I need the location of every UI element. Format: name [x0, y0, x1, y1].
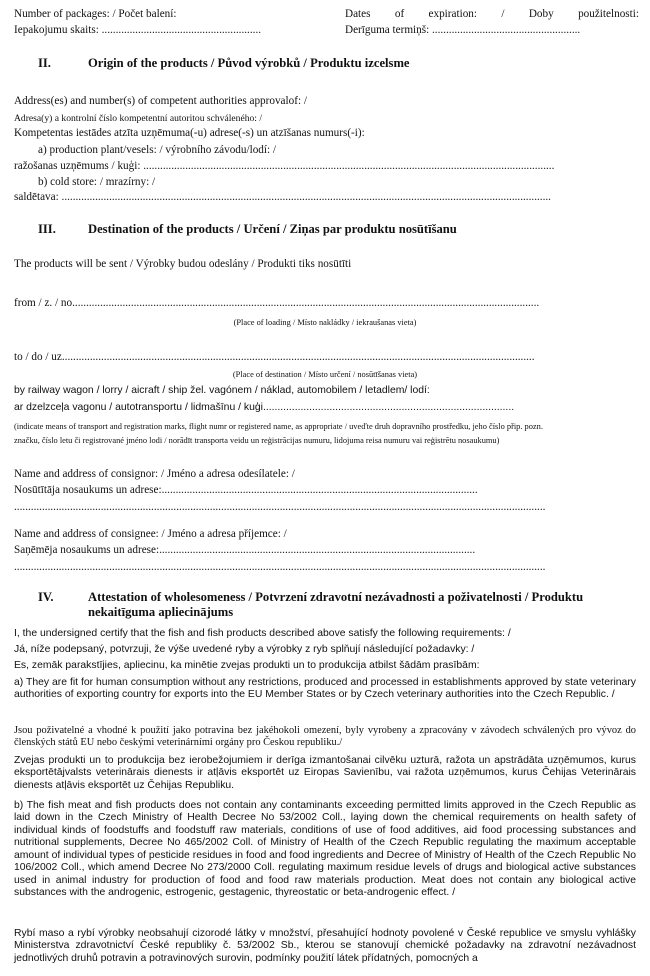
certify-en: I, the undersigned certify that the fish and fish products described above satisfy the following requirements: /	[14, 628, 511, 639]
requirement-a-cz: Jsou poživatelné a vhodné k použití jako potravina bez jakéhokoli omezení, byly vyrobeny a zpracovány v závodech schválených pro vývoz do členských států EU nebo českými veterinárními orgány pro Českou republiku./	[14, 725, 636, 749]
section-2-heading: II. Origin of the products / Původ výrobků / Produktu izcelsme	[38, 56, 410, 70]
approval-line-lv: Kompetentas iestādes atzīta uzņēmuma(-u) adrese(-s) un atzīšanas numurs(-i):	[14, 127, 365, 139]
certify-lv: Es, zemāk parakstījies, apliecinu, ka minētie zvejas produkti un to produkcija atbilst šādām prasībām:	[14, 660, 480, 671]
section-4-heading: IV. Attestation of wholesomeness / Potvrzení zdravotní nezávadnosti a poživatelnosti / Produktu nekaitīguma apliecinājums	[38, 590, 584, 620]
consignor-field: Nosūtītāja nosaukums un adrese:.................................................................................................................	[14, 484, 478, 496]
section-3-heading: III. Destination of the products / Určení / Ziņas par produktu nosūtīšanu	[38, 222, 457, 236]
consignee-label: Name and address of consignee: / Jméno a adresa příjemce: /	[14, 528, 287, 540]
products-sent-label: The products will be sent / Výrobky budou odeslány / Produkti tiks nosūtīti	[14, 258, 352, 270]
requirement-b-cz: Rybí maso a rybí výrobky neobsahují cizorodé látky v množství, přesahující hodnoty povolené v České republice ve smyslu vyhlášky Ministerstva zdravotnictví České republiky č. 53/2002 Sb., kterou se stanovují chemické požadavky na zdravotní nezávadnost jednotlivých druhů potravin a potravinových surovin, podmínky použití látek přídatných, pomocných a	[14, 928, 636, 964]
production-plant-label: a) production plant/vesels: / výrobního závodu/lodí: /	[38, 144, 277, 156]
consignee-extra-line: ..............................................................................................................................................................................................	[14, 561, 546, 573]
consignor-extra-line: ..............................................................................................................................................................................................	[14, 501, 546, 513]
approval-line-en: Address(es) and number(s) of competent authorities approvalof: /	[14, 95, 307, 107]
transport-note-line-1: (indicate means of transport and registration marks, flight numr or registered name, as appropriate / uveďte druh dopravního prostředku, jeho číslo přip. pozn.	[14, 422, 543, 431]
transport-means-label: by railway wagon / lorry / aicraft / ship žel. vagónem / náklad, automobilem / letadlem/ lodí:	[14, 385, 430, 396]
place-of-loading-caption: (Place of loading / Místo nakládky / iekraušanas vieta)	[233, 318, 417, 327]
transport-note-line-2: značku, číslo letu či registrované jméno lodi / norādīt transporta veidu un reģistrācijas numuru, lidojuma reisa numuru vai reģistrētu nosaukumu)	[14, 436, 500, 445]
cold-store-label: b) cold store: / mrazírny: /	[38, 176, 156, 188]
cold-store-field: saldētava: ...............................................................................................................................................................................	[14, 191, 551, 203]
requirement-a-en: a) They are fit for human consumption without any restrictions, produced and processed in establishments approved by state veterinary authorities of exporting country for exports into the EU Member States or by Czech veterinary authorities into the Czech Republic. /	[14, 677, 636, 701]
consignee-field: Saņēmēja nosaukums un adrese:.................................................................................................................	[14, 544, 476, 556]
production-plant-field: ražošanas uzņēmums / kuģi: ...................................................................................................................................................	[14, 160, 555, 172]
packages-label: Number of packages: / Počet balení:	[14, 8, 177, 20]
approval-line-cz: Adresa(y) a kontrolní číslo kompetentní autoritou schváleného: /	[14, 113, 263, 124]
place-of-destination-caption: (Place of destination / Místo určení / nosūtīšanas vieta)	[232, 370, 418, 379]
from-field: from / z. / no.......................................................................................................................................................................	[14, 297, 540, 309]
consignor-label: Name and address of consignor: / Jméno a adresa odesílatele: /	[14, 468, 295, 480]
requirement-a-lv: Zvejas produkti un to produkcija bez ierobežojumiem ir derīga izmantošanai cilvēku uzturā, ražota un apstrādāta uzņēmumos, kurus eksportētājvalsts veterinārais dienests ir atļāvis eksportēt uz Eiropas Savienību, vai ražota uzņēmumos, kurus Čehijas Veterinārais dienests atļāvis eksportēt uz Čehijas Republiku.	[14, 755, 636, 791]
transport-means-field: ar dzelzceļa vagonu / autotransportu / lidmašīnu / kuģi.......................................................................................	[14, 402, 515, 413]
certify-cz: Já, níže podepsaný, potvrzuji, že výše uvedené ryby a výrobky z ryb splňují následující požadavky: /	[14, 644, 475, 655]
expiration-label: Dates of expiration: / Doby použitelnosti:	[345, 8, 639, 20]
to-field: to / do / uz.........................................................................................................................................................................	[14, 351, 535, 363]
expiration-lv-label: Derīguma termiņš: .....................................................	[345, 24, 581, 36]
requirement-b-en: b) The fish meat and fish products does not contain any contaminants exceeding permitted limits approved in the Czech Republic as laid down in the Czech Ministry of Health Decree No 53/2002 Coll., laying down the chemical requirements on health safety of individual kinds of foodstuffs and foodstuff raw materials, conditions of use of food additives, aid food processing substances and nutritional supplements, Decree No 465/2002 Coll. of Ministry of Health of the Czech Republic regulating the maximum acceptable amount of individual types of pesticide residues in food and food ingredients and Decree of Ministry of Health of the Czech Republic No 106/2002 Coll., which amend Decree No 273/2000 Coll. regulating maximum residue levels of drugs and biological active substances used in animal industry for production of food and food raw materials production. Meat does not contain any biological active substances with the androgenic, estrogenic, gestagenic, thyreostatic or beta-androgenic effect. /	[14, 800, 636, 899]
packages-lv-label: Iepakojumu skaits: .........................................................	[14, 24, 262, 36]
